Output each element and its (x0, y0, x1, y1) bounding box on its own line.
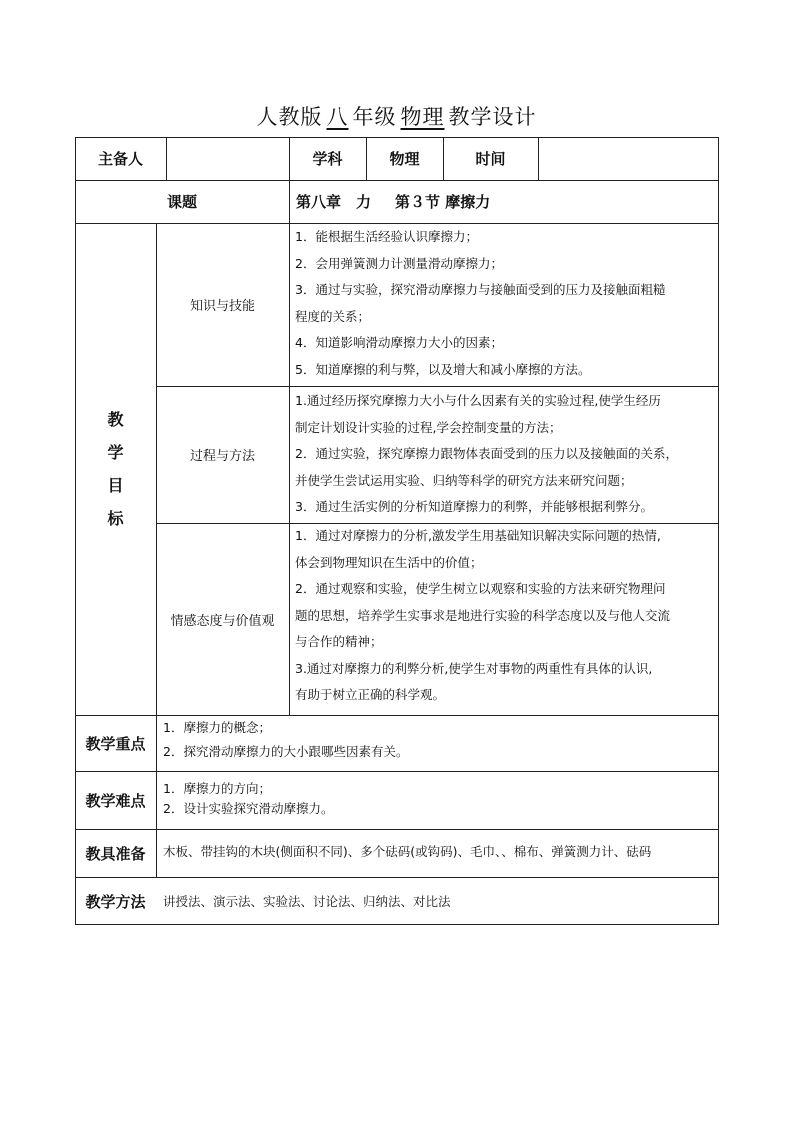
title-grade: 八 (326, 105, 349, 129)
process-line: 1.通过经历探究摩擦力大小与什么因素有关的实验过程,使学生经历 (295, 393, 661, 408)
time-label: 时间 (475, 150, 506, 168)
attitude-line: 有助于树立正确的科学观。 (295, 687, 446, 702)
attitude-line: 体会到物理知识在生活中的价值； (295, 554, 483, 570)
key-point-line: 2．探究滑动摩擦力的大小跟哪些因素有关。 (163, 744, 409, 759)
tools-content: 木板、带挂钩的木块(侧面积不同)、多个砝码(或钩码)、毛巾、、棉布、弹簧测力计、砝码 (163, 843, 652, 859)
preparer-label: 主备人 (97, 150, 143, 168)
title-publisher: 人教版 (256, 105, 323, 129)
process-line: 制定计划设计实验的过程,学会控制变量的方法； (295, 419, 562, 435)
objectives-label (75, 223, 156, 715)
title-grade-suffix: 年级 (352, 105, 397, 129)
objectives-label-char: 学 (107, 443, 124, 462)
key-points-label: 教学重点 (85, 734, 146, 753)
knowledge-line: 程度的关系； (295, 308, 371, 324)
tools-label: 教具准备 (85, 844, 146, 863)
title-subject: 物理 (400, 105, 445, 129)
knowledge-line: 5．知道摩擦的利与弊，以及增大和减小摩擦的方法。 (295, 361, 591, 377)
topic-label: 课题 (166, 193, 197, 211)
difficulty-line: 1．摩擦力的方向； (163, 781, 271, 796)
attitude-content (291, 523, 719, 715)
knowledge-label: 知识与技能 (189, 299, 255, 314)
subject-label: 学科 (312, 150, 343, 168)
process-line: 2．通过实验，探究摩擦力跟物体表面受到的压力以及接触面的关系， (295, 446, 678, 461)
methods-label: 教学方法 (85, 892, 146, 911)
topic-chapter: 第八章 力 (296, 193, 372, 211)
key-point-line: 1．摩擦力的概念； (163, 720, 271, 735)
knowledge-line: 3．通过与实验，探究滑动摩擦力与接触面受到的压力及接触面粗糙 (295, 282, 666, 297)
title-suffix: 教学设计 (448, 105, 537, 129)
process-content (291, 386, 719, 523)
attitude-line: 与合作的精神； (295, 634, 383, 649)
methods-content: 讲授法、演示法、实验法、讨论法、归纳法、对比法 (163, 894, 451, 909)
topic-section: 第３节 摩擦力 (395, 193, 491, 211)
subject-value: 物理 (389, 150, 420, 168)
knowledge-line: 1．能根据生活经验认识摩擦力； (295, 229, 478, 244)
difficulty-line: 2．设计实验探究滑动摩擦力。 (163, 801, 334, 816)
process-line: 并使学生尝试运用实验、归纳等科学的研究方法来研究问题； (295, 472, 633, 488)
attitude-label: 情感态度与价值观 (170, 613, 275, 629)
difficulties-content (159, 771, 719, 829)
attitude-line: 3.通过对摩擦力的利弊分析,使学生对事物的两重性有具体的认识, (295, 660, 653, 676)
topic-value (296, 180, 716, 223)
process-label: 过程与方法 (189, 449, 255, 464)
process-line: 3．通过生活实例的分析知道摩擦力的利弊，并能够根据利弊分。 (295, 499, 653, 514)
objectives-label-char: 目 (107, 476, 124, 495)
objectives-label-char: 标 (107, 509, 124, 528)
attitude-line: 1．通过对摩擦力的分析,激发学生用基础知识解决实际问题的热情, (295, 528, 661, 543)
difficulties-label: 教学难点 (85, 791, 146, 810)
time-value (539, 137, 719, 180)
attitude-line: 题的思想，培养学生实事求是地进行实验的科学态度以及与他人交流 (295, 607, 671, 623)
knowledge-line: 4．知道影响滑动摩擦力大小的因素； (295, 335, 503, 350)
knowledge-content (291, 223, 719, 386)
key-points-content (159, 715, 719, 771)
knowledge-line: 2．会用弹簧测力计测量滑动摩擦力； (295, 255, 503, 271)
col-divider (289, 223, 290, 715)
preparer-value (167, 137, 289, 180)
attitude-line: 2．通过观察和实验，使学生树立以观察和实验的方法来研究物理问 (295, 581, 666, 596)
objectives-label-char: 教 (107, 410, 124, 429)
page-title (0, 101, 793, 131)
